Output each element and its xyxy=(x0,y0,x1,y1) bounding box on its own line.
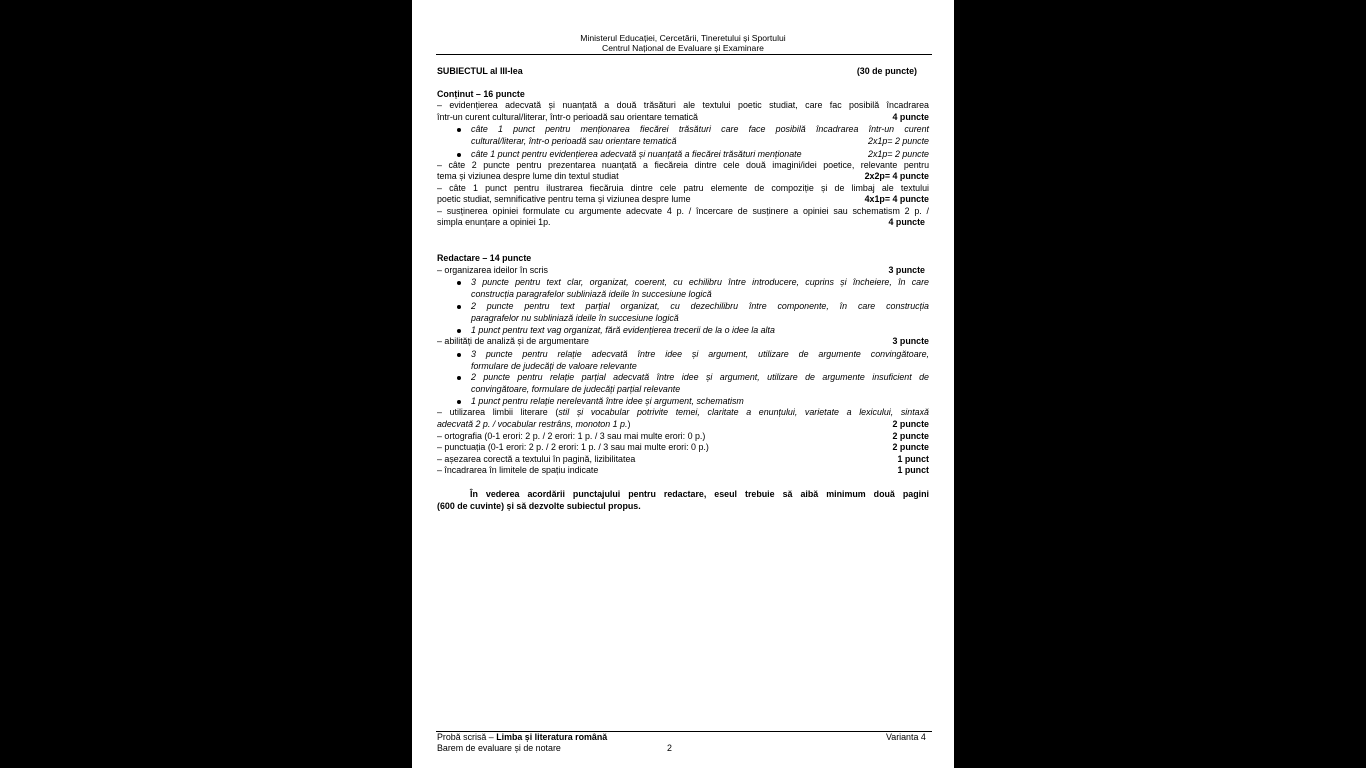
abilitati-bullet-2: 2 puncte pentru relație parțial adecvată între idee și argument, utilizare de argumente insuficient de convingătoare, formulare de judecăți parțial relevante xyxy=(471,372,929,395)
redactare-organizare: – organizarea ideilor în scris 3 puncte xyxy=(437,265,925,275)
continut-bullet-2: câte 1 punct pentru evidențierea adecvată și nuanțată a fiecărei trăsături menționate 2x1p= 2 puncte xyxy=(471,149,929,161)
subject-title: SUBIECTUL al III-lea xyxy=(437,66,523,76)
document-page xyxy=(412,0,954,768)
abilitati-bullet-3: 1 punct pentru relație nerelevantă între idee și argument, schematism xyxy=(471,396,929,408)
continut-item-1-line-2: într-un curent cultural/literar, într-o perioadă sau orientare tematică 4 puncte xyxy=(437,112,929,122)
bullet-icon xyxy=(457,353,461,357)
continut-item-4-line-2: simpla enunțare a opiniei 1p. 4 puncte xyxy=(437,217,925,227)
redactare-heading: Redactare – 14 puncte xyxy=(437,253,532,263)
continut-item-1-line-1: – evidențierea adecvată și nuanțată a două trăsături ale textului poetic studiat, care fac posibilă încadrarea xyxy=(437,100,929,110)
footer-proba: Probă scrisă – Limba și literatura română xyxy=(437,732,608,742)
redactare-note: În vederea acordării punctajului pentru redactare, eseul trebuie să aibă minimum două pagini (600 de cuvinte) și să dezvolte subiectul propus. xyxy=(437,489,929,511)
bullet-icon xyxy=(457,281,461,285)
bullet-icon xyxy=(457,329,461,333)
bullet-icon xyxy=(457,376,461,380)
continut-item-3-line-2: poetic studiat, semnificative pentru tema și viziunea despre lume 4x1p= 4 puncte xyxy=(437,194,929,204)
continut-item-2-line-2: tema și viziunea despre lume din textul studiat 2x2p= 4 puncte xyxy=(437,171,929,181)
organizare-bullet-2: 2 puncte pentru text parțial organizat, cu dezechilibru între componente, în care construcția paragrafelor nu subliniază ideile în succesiune logică xyxy=(471,301,929,324)
continut-item-4-line-1: – susținerea opiniei formulate cu argumente adecvate 4 p. / încercare de susținere a opiniei sau schematism 2 p. / xyxy=(437,206,929,216)
footer-page-number: 2 xyxy=(667,743,672,753)
subject-line xyxy=(437,66,917,78)
continut-heading: Conținut – 16 puncte xyxy=(437,89,525,99)
header-rule xyxy=(436,54,932,55)
organizare-bullet-1: 3 puncte pentru text clar, organizat, coerent, cu echilibru între introducere, cuprins și încheiere, în care construcția paragrafelor subliniază ideile în succesiune logică xyxy=(471,277,929,300)
redactare-abilitati: – abilități de analiză și de argumentare 3 puncte xyxy=(437,336,929,346)
organizare-bullet-3: 1 punct pentru text vag organizat, fără evidențierea trecerii de la o idee la alta xyxy=(471,325,929,337)
header-ministry: Ministerul Educației, Cercetării, Tineretului și Sportului xyxy=(580,33,786,43)
redactare-ortografia: – ortografia (0-1 erori: 2 p. / 2 erori: 1 p. / 3 sau mai multe erori: 0 p.) 2 puncte xyxy=(437,431,929,441)
redactare-limba-line-2: adecvată 2 p. / vocabular restrâns, monoton 1 p.) 2 puncte xyxy=(437,419,929,429)
redactare-incadrarea: – încadrarea în limitele de spațiu indicate 1 punct xyxy=(437,465,929,475)
abilitati-bullet-1: 3 puncte pentru relație adecvată între idee și argument, utilizare de argumente convingătoare, formulare de judecăți de valoare relevante xyxy=(471,349,929,372)
bullet-icon xyxy=(457,128,461,132)
redactare-limba-line-1: – utilizarea limbii literare (stil și vocabular potrivite temei, claritate a enunțului, varietate a lexicului, sintaxă xyxy=(437,407,929,417)
footer-variant: Varianta 4 xyxy=(886,732,926,742)
continut-item-2-line-1: – câte 2 puncte pentru prezentarea nuanțată a fiecăreia dintre cele două imagini/idei poetice, relevante pentru xyxy=(437,160,929,170)
footer-barem: Barem de evaluare și de notare xyxy=(437,743,561,753)
bullet-icon xyxy=(457,400,461,404)
bullet-icon xyxy=(457,153,461,157)
continut-bullet-1: câte 1 punct pentru menționarea fiecărei trăsături care face posibilă încadrarea într-un curent cultural/literar, într-o perioadă sau orientare tematică 2x1p= 2 puncte xyxy=(471,124,929,147)
bullet-icon xyxy=(457,305,461,309)
continut-item-3-line-1: – câte 1 punct pentru ilustrarea fiecăruia dintre cele patru elemente de compoziție și de limbaj ale textului xyxy=(437,183,929,193)
header-center: Centrul Național de Evaluare și Examinare xyxy=(602,43,764,53)
redactare-asezarea: – așezarea corectă a textului în pagină, lizibilitatea 1 punct xyxy=(437,454,929,464)
subject-points: (30 de puncte) xyxy=(856,66,917,76)
redactare-punctuatia: – punctuația (0-1 erori: 2 p. / 2 erori: 1 p. / 3 sau mai multe erori: 0 p.) 2 puncte xyxy=(437,442,929,452)
